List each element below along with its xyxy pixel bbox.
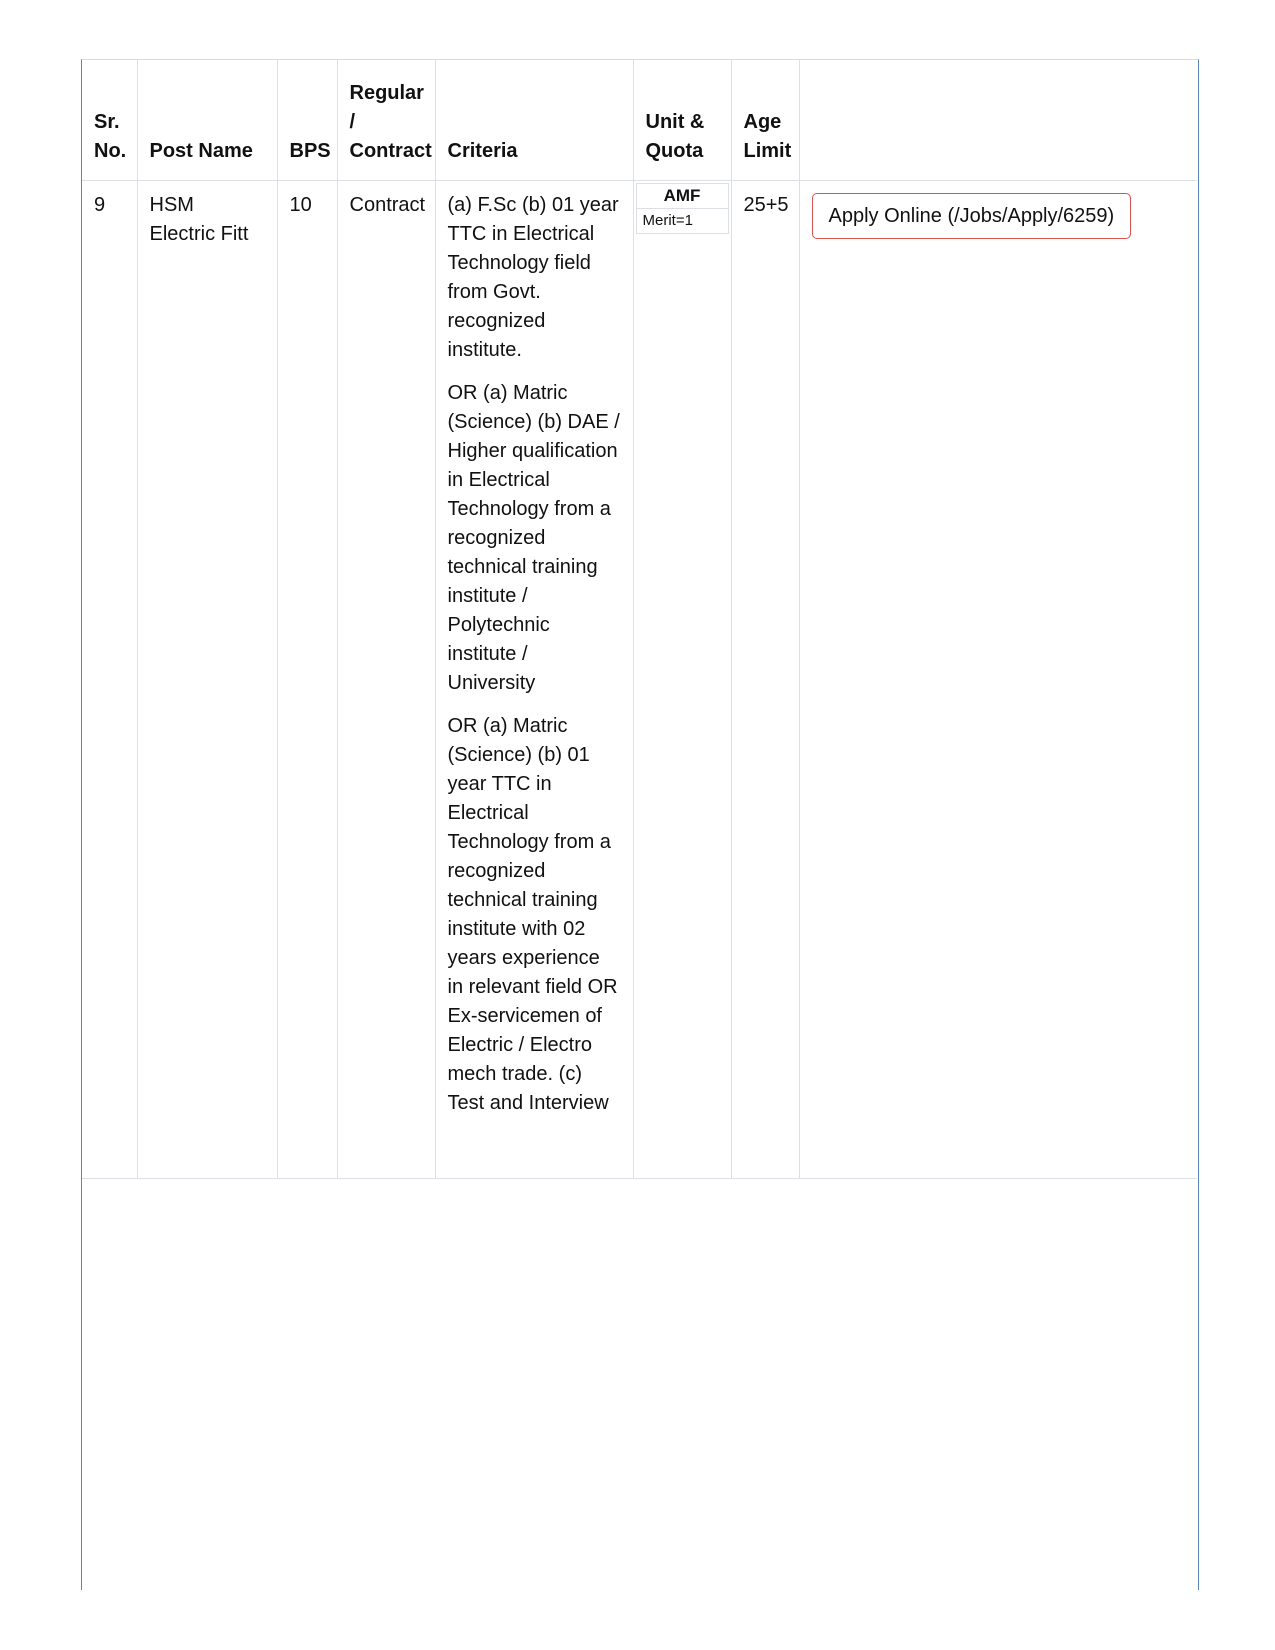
header-post-name: Post Name	[137, 60, 277, 181]
header-age-limit: Age Limit	[731, 60, 799, 181]
apply-online-button[interactable]: Apply Online (/Jobs/Apply/6259)	[812, 193, 1132, 239]
quota-merit: Merit=1	[642, 212, 693, 229]
cell-age-limit: 25+5	[731, 181, 799, 1179]
criteria-option-3: OR (a) Matric (Science) (b) 01 year TTC in Electrical Technology from a recognized technical training institute with 02 years experience in relevant field OR Ex-servicemen of Electric / Electro mech trade. (c) Test and Interview	[447, 715, 618, 1114]
page-frame	[81, 59, 1199, 1590]
header-action	[799, 60, 1197, 181]
table-row	[82, 181, 1197, 1179]
cell-bps: 10	[277, 181, 337, 1179]
cell-criteria	[435, 181, 633, 1179]
cell-post-name: HSM Electric Fitt	[137, 181, 277, 1179]
header-criteria: Criteria	[435, 60, 633, 181]
header-unit-quota: Unit & Quota	[633, 60, 731, 181]
criteria-option-2: OR (a) Matric (Science) (b) DAE / Higher qualification in Electrical Technology from a recognized technical training institute / Polytechnic institute / University	[447, 382, 620, 694]
criteria-option-1: (a) F.Sc (b) 01 year TTC in Electrical Technology field from Govt. recognized institute.	[447, 194, 619, 361]
quota-table	[636, 183, 729, 234]
jobs-table	[82, 60, 1197, 1179]
table-header-row	[82, 60, 1197, 181]
cell-unit-quota	[633, 181, 731, 1179]
header-regular-contract: Regular / Contract	[337, 60, 435, 181]
cell-action	[799, 181, 1197, 1179]
quota-unit: AMF	[637, 184, 728, 209]
cell-type: Contract	[337, 181, 435, 1179]
header-bps: BPS	[277, 60, 337, 181]
header-sr-no: Sr. No.	[82, 60, 137, 181]
cell-sr-no: 9	[82, 181, 137, 1179]
